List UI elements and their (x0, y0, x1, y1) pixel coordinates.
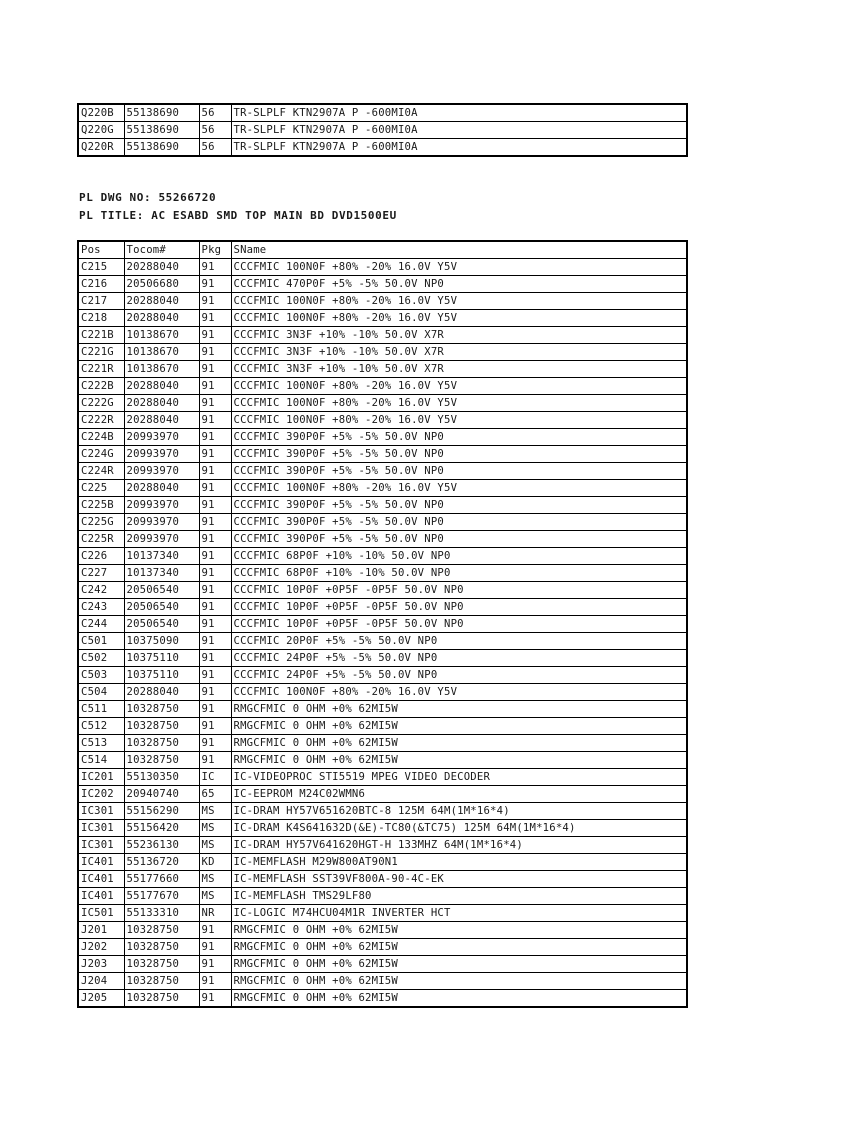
sname-cell: CCCFMIC 390P0F +5% -5% 50.0V NP0 (231, 429, 687, 446)
sname-cell: CCCFMIC 390P0F +5% -5% 50.0V NP0 (231, 497, 687, 514)
tocom-cell: 20993970 (124, 429, 199, 446)
pkg-cell: 91 (199, 548, 231, 565)
pkg-cell: 91 (199, 293, 231, 310)
pkg-cell: 91 (199, 990, 231, 1008)
header-pkg: Pkg (199, 241, 231, 259)
pos-cell: IC301 (78, 803, 124, 820)
sname-cell: CCCFMIC 24P0F +5% -5% 50.0V NP0 (231, 650, 687, 667)
sname-cell: IC-MEMFLASH SST39VF800A-90-4C-EK (231, 871, 687, 888)
parts-table-continued (77, 103, 688, 157)
pos-cell: C224B (78, 429, 124, 446)
pkg-cell: MS (199, 888, 231, 905)
table-row (78, 633, 687, 650)
sname-cell: CCCFMIC 100N0F +80% -20% 16.0V Y5V (231, 395, 687, 412)
table-row (78, 837, 687, 854)
pkg-cell: IC (199, 769, 231, 786)
pos-cell: C226 (78, 548, 124, 565)
sname-cell: CCCFMIC 100N0F +80% -20% 16.0V Y5V (231, 310, 687, 327)
pkg-cell: 91 (199, 327, 231, 344)
tocom-cell: 55136720 (124, 854, 199, 871)
tocom-cell: 10138670 (124, 344, 199, 361)
pos-cell: C243 (78, 599, 124, 616)
pkg-cell: MS (199, 871, 231, 888)
sname-cell: RMGCFMIC 0 OHM +0% 62MI5W (231, 973, 687, 990)
table-row (78, 752, 687, 769)
pos-cell: C227 (78, 565, 124, 582)
tocom-cell: 20288040 (124, 293, 199, 310)
pkg-cell: 91 (199, 939, 231, 956)
table-row (78, 480, 687, 497)
pos-cell: C225B (78, 497, 124, 514)
tocom-cell: 55177670 (124, 888, 199, 905)
tocom-cell: 20993970 (124, 463, 199, 480)
table-row (78, 786, 687, 803)
sname-cell: CCCFMIC 10P0F +0P5F -0P5F 50.0V NP0 (231, 599, 687, 616)
sname-cell: RMGCFMIC 0 OHM +0% 62MI5W (231, 701, 687, 718)
pos-cell: C217 (78, 293, 124, 310)
table-row (78, 446, 687, 463)
pos-cell: IC401 (78, 871, 124, 888)
table-row (78, 718, 687, 735)
pos-cell: Q220R (78, 139, 124, 157)
table-row (78, 922, 687, 939)
pos-cell: J204 (78, 973, 124, 990)
pos-cell: J201 (78, 922, 124, 939)
tocom-cell: 55133310 (124, 905, 199, 922)
pkg-cell: 91 (199, 752, 231, 769)
sname-cell: TR-SLPLF KTN2907A P -600MI0A (231, 139, 687, 157)
sname-cell: CCCFMIC 24P0F +5% -5% 50.0V NP0 (231, 667, 687, 684)
table-row (78, 735, 687, 752)
tocom-cell: 10328750 (124, 752, 199, 769)
tocom-cell: 10137340 (124, 565, 199, 582)
pkg-cell: 91 (199, 599, 231, 616)
tocom-cell: 55138690 (124, 104, 199, 122)
table-row (78, 650, 687, 667)
table-row (78, 769, 687, 786)
table-row (78, 531, 687, 548)
tocom-cell: 55236130 (124, 837, 199, 854)
pos-cell: C221B (78, 327, 124, 344)
pkg-cell: 91 (199, 735, 231, 752)
table-row (78, 701, 687, 718)
table-row (78, 310, 687, 327)
sname-cell: CCCFMIC 100N0F +80% -20% 16.0V Y5V (231, 480, 687, 497)
pkg-cell: 91 (199, 956, 231, 973)
tocom-cell: 20506540 (124, 582, 199, 599)
tocom-cell: 55156420 (124, 820, 199, 837)
table-row (78, 684, 687, 701)
table-row (78, 139, 687, 157)
sname-cell: IC-DRAM HY57V651620BTC-8 125M 64M(1M*16*4) (231, 803, 687, 820)
table-row (78, 293, 687, 310)
tocom-cell: 10375110 (124, 650, 199, 667)
sname-cell: CCCFMIC 68P0F +10% -10% 50.0V NP0 (231, 548, 687, 565)
pkg-cell: 91 (199, 531, 231, 548)
table-row (78, 939, 687, 956)
sname-cell: IC-MEMFLASH TMS29LF80 (231, 888, 687, 905)
pkg-cell: 91 (199, 922, 231, 939)
tocom-cell: 55130350 (124, 769, 199, 786)
pkg-cell: 91 (199, 633, 231, 650)
sname-cell: CCCFMIC 10P0F +0P5F -0P5F 50.0V NP0 (231, 582, 687, 599)
table-row (78, 514, 687, 531)
table-row (78, 344, 687, 361)
header-tocom: Tocom# (124, 241, 199, 259)
parts-list-table (77, 240, 688, 1008)
pos-cell: IC401 (78, 854, 124, 871)
pkg-cell: 91 (199, 684, 231, 701)
pos-cell: C225G (78, 514, 124, 531)
sname-cell: IC-MEMFLASH M29W800AT90N1 (231, 854, 687, 871)
tocom-cell: 55177660 (124, 871, 199, 888)
tocom-cell: 10137340 (124, 548, 199, 565)
table-row (78, 122, 687, 139)
tocom-cell: 20288040 (124, 480, 199, 497)
sname-cell: RMGCFMIC 0 OHM +0% 62MI5W (231, 922, 687, 939)
table-row (78, 378, 687, 395)
table-row (78, 854, 687, 871)
table-row (78, 616, 687, 633)
tocom-cell: 10375090 (124, 633, 199, 650)
table-row (78, 497, 687, 514)
tocom-cell: 10328750 (124, 701, 199, 718)
tocom-cell: 10328750 (124, 939, 199, 956)
sname-cell: IC-DRAM K4S641632D(&E)-TC80(&TC75) 125M 64M(1M*16*4) (231, 820, 687, 837)
table-row (78, 361, 687, 378)
sname-cell: RMGCFMIC 0 OHM +0% 62MI5W (231, 956, 687, 973)
pkg-cell: 91 (199, 701, 231, 718)
pkg-cell: 91 (199, 973, 231, 990)
table-row (78, 276, 687, 293)
tocom-cell: 20506540 (124, 599, 199, 616)
pos-cell: C224G (78, 446, 124, 463)
sname-cell: IC-DRAM HY57V641620HGT-H 133MHZ 64M(1M*16*4) (231, 837, 687, 854)
pkg-cell: 91 (199, 582, 231, 599)
table-row (78, 905, 687, 922)
pos-cell: IC201 (78, 769, 124, 786)
pos-cell: C221G (78, 344, 124, 361)
table-row (78, 803, 687, 820)
tocom-cell: 10328750 (124, 922, 199, 939)
sname-cell: RMGCFMIC 0 OHM +0% 62MI5W (231, 939, 687, 956)
pos-cell: C502 (78, 650, 124, 667)
tocom-cell: 20506680 (124, 276, 199, 293)
sname-cell: RMGCFMIC 0 OHM +0% 62MI5W (231, 752, 687, 769)
parts-table-continued-body (78, 104, 687, 156)
pkg-cell: 56 (199, 104, 231, 122)
pos-cell: C244 (78, 616, 124, 633)
parts-list-body (78, 259, 687, 1008)
table-row (78, 990, 687, 1008)
sname-cell: CCCFMIC 100N0F +80% -20% 16.0V Y5V (231, 412, 687, 429)
tocom-cell: 20288040 (124, 412, 199, 429)
pkg-cell: 56 (199, 122, 231, 139)
pos-cell: C503 (78, 667, 124, 684)
tocom-cell: 10328750 (124, 718, 199, 735)
table-row (78, 104, 687, 122)
sname-cell: CCCFMIC 390P0F +5% -5% 50.0V NP0 (231, 514, 687, 531)
table-row (78, 582, 687, 599)
pos-cell: J202 (78, 939, 124, 956)
pos-cell: Q220B (78, 104, 124, 122)
table-row (78, 973, 687, 990)
pkg-cell: 91 (199, 616, 231, 633)
pos-cell: C512 (78, 718, 124, 735)
sname-cell: CCCFMIC 100N0F +80% -20% 16.0V Y5V (231, 378, 687, 395)
pl-drawing-number: PL DWG NO: 55266720 (79, 191, 217, 204)
sname-cell: CCCFMIC 100N0F +80% -20% 16.0V Y5V (231, 293, 687, 310)
pos-cell: Q220G (78, 122, 124, 139)
pos-cell: C225 (78, 480, 124, 497)
pkg-cell: 91 (199, 429, 231, 446)
tocom-cell: 20288040 (124, 684, 199, 701)
pos-cell: IC202 (78, 786, 124, 803)
pos-cell: IC301 (78, 837, 124, 854)
sname-cell: CCCFMIC 20P0F +5% -5% 50.0V NP0 (231, 633, 687, 650)
pkg-cell: 65 (199, 786, 231, 803)
sname-cell: CCCFMIC 68P0F +10% -10% 50.0V NP0 (231, 565, 687, 582)
pkg-cell: 91 (199, 497, 231, 514)
pkg-cell: 91 (199, 259, 231, 276)
tocom-cell: 20993970 (124, 446, 199, 463)
header-sname: SName (231, 241, 687, 259)
pkg-cell: 91 (199, 463, 231, 480)
pkg-cell: 91 (199, 718, 231, 735)
table-row (78, 395, 687, 412)
tocom-cell: 20993970 (124, 514, 199, 531)
tocom-cell: 10138670 (124, 361, 199, 378)
pkg-cell: 91 (199, 565, 231, 582)
table-row (78, 871, 687, 888)
pos-cell: C513 (78, 735, 124, 752)
tocom-cell: 55156290 (124, 803, 199, 820)
table-row (78, 565, 687, 582)
tocom-cell: 10328750 (124, 990, 199, 1008)
pkg-cell: 91 (199, 412, 231, 429)
table-row (78, 667, 687, 684)
pos-cell: IC301 (78, 820, 124, 837)
pos-cell: C514 (78, 752, 124, 769)
pkg-cell: MS (199, 820, 231, 837)
table-row (78, 820, 687, 837)
pos-cell: IC401 (78, 888, 124, 905)
pkg-cell: MS (199, 803, 231, 820)
pkg-cell: MS (199, 837, 231, 854)
table-row (78, 259, 687, 276)
pkg-cell: 91 (199, 514, 231, 531)
table-row (78, 956, 687, 973)
sname-cell: CCCFMIC 100N0F +80% -20% 16.0V Y5V (231, 684, 687, 701)
pos-cell: J205 (78, 990, 124, 1008)
pkg-cell: 91 (199, 446, 231, 463)
tocom-cell: 20506540 (124, 616, 199, 633)
sname-cell: CCCFMIC 10P0F +0P5F -0P5F 50.0V NP0 (231, 616, 687, 633)
pkg-cell: 91 (199, 361, 231, 378)
pos-cell: C504 (78, 684, 124, 701)
tocom-cell: 20288040 (124, 310, 199, 327)
sname-cell: CCCFMIC 470P0F +5% -5% 50.0V NP0 (231, 276, 687, 293)
tocom-cell: 10328750 (124, 735, 199, 752)
sname-cell: TR-SLPLF KTN2907A P -600MI0A (231, 104, 687, 122)
pos-cell: C225R (78, 531, 124, 548)
tocom-cell: 10138670 (124, 327, 199, 344)
sname-cell: CCCFMIC 3N3F +10% -10% 50.0V X7R (231, 327, 687, 344)
pl-title: PL TITLE: AC ESABD SMD TOP MAIN BD DVD1500EU (79, 209, 397, 222)
tocom-cell: 20288040 (124, 378, 199, 395)
pos-cell: C221R (78, 361, 124, 378)
pkg-cell: 91 (199, 310, 231, 327)
pkg-cell: 91 (199, 344, 231, 361)
pos-cell: J203 (78, 956, 124, 973)
tocom-cell: 20288040 (124, 395, 199, 412)
table-row (78, 599, 687, 616)
table-row (78, 463, 687, 480)
sname-cell: CCCFMIC 100N0F +80% -20% 16.0V Y5V (231, 259, 687, 276)
pkg-cell: 91 (199, 650, 231, 667)
header-pos: Pos (78, 241, 124, 259)
table-header-row (78, 241, 687, 259)
pos-cell: C216 (78, 276, 124, 293)
pos-cell: IC501 (78, 905, 124, 922)
pos-cell: C224R (78, 463, 124, 480)
table-row (78, 327, 687, 344)
table-row (78, 548, 687, 565)
sname-cell: CCCFMIC 390P0F +5% -5% 50.0V NP0 (231, 463, 687, 480)
pkg-cell: KD (199, 854, 231, 871)
tocom-cell: 55138690 (124, 122, 199, 139)
tocom-cell: 10328750 (124, 973, 199, 990)
pkg-cell: 91 (199, 480, 231, 497)
pos-cell: C511 (78, 701, 124, 718)
table-row (78, 888, 687, 905)
pos-cell: C215 (78, 259, 124, 276)
table-row (78, 429, 687, 446)
sname-cell: CCCFMIC 390P0F +5% -5% 50.0V NP0 (231, 446, 687, 463)
pos-cell: C501 (78, 633, 124, 650)
tocom-cell: 55138690 (124, 139, 199, 157)
sname-cell: CCCFMIC 3N3F +10% -10% 50.0V X7R (231, 361, 687, 378)
pos-cell: C222R (78, 412, 124, 429)
tocom-cell: 20288040 (124, 259, 199, 276)
pos-cell: C222G (78, 395, 124, 412)
tocom-cell: 10375110 (124, 667, 199, 684)
sname-cell: IC-EEPROM M24C02WMN6 (231, 786, 687, 803)
sname-cell: RMGCFMIC 0 OHM +0% 62MI5W (231, 735, 687, 752)
pkg-cell: 91 (199, 276, 231, 293)
sname-cell: CCCFMIC 3N3F +10% -10% 50.0V X7R (231, 344, 687, 361)
table-row (78, 412, 687, 429)
pos-cell: C242 (78, 582, 124, 599)
pos-cell: C222B (78, 378, 124, 395)
tocom-cell: 10328750 (124, 956, 199, 973)
tocom-cell: 20993970 (124, 497, 199, 514)
sname-cell: IC-LOGIC M74HCU04M1R INVERTER HCT (231, 905, 687, 922)
pkg-cell: 56 (199, 139, 231, 157)
pkg-cell: 91 (199, 395, 231, 412)
sname-cell: RMGCFMIC 0 OHM +0% 62MI5W (231, 718, 687, 735)
pkg-cell: 91 (199, 667, 231, 684)
tocom-cell: 20993970 (124, 531, 199, 548)
sname-cell: CCCFMIC 390P0F +5% -5% 50.0V NP0 (231, 531, 687, 548)
sname-cell: RMGCFMIC 0 OHM +0% 62MI5W (231, 990, 687, 1008)
tocom-cell: 20940740 (124, 786, 199, 803)
sname-cell: TR-SLPLF KTN2907A P -600MI0A (231, 122, 687, 139)
sname-cell: IC-VIDEOPROC STI5519 MPEG VIDEO DECODER (231, 769, 687, 786)
pos-cell: C218 (78, 310, 124, 327)
pkg-cell: NR (199, 905, 231, 922)
pkg-cell: 91 (199, 378, 231, 395)
